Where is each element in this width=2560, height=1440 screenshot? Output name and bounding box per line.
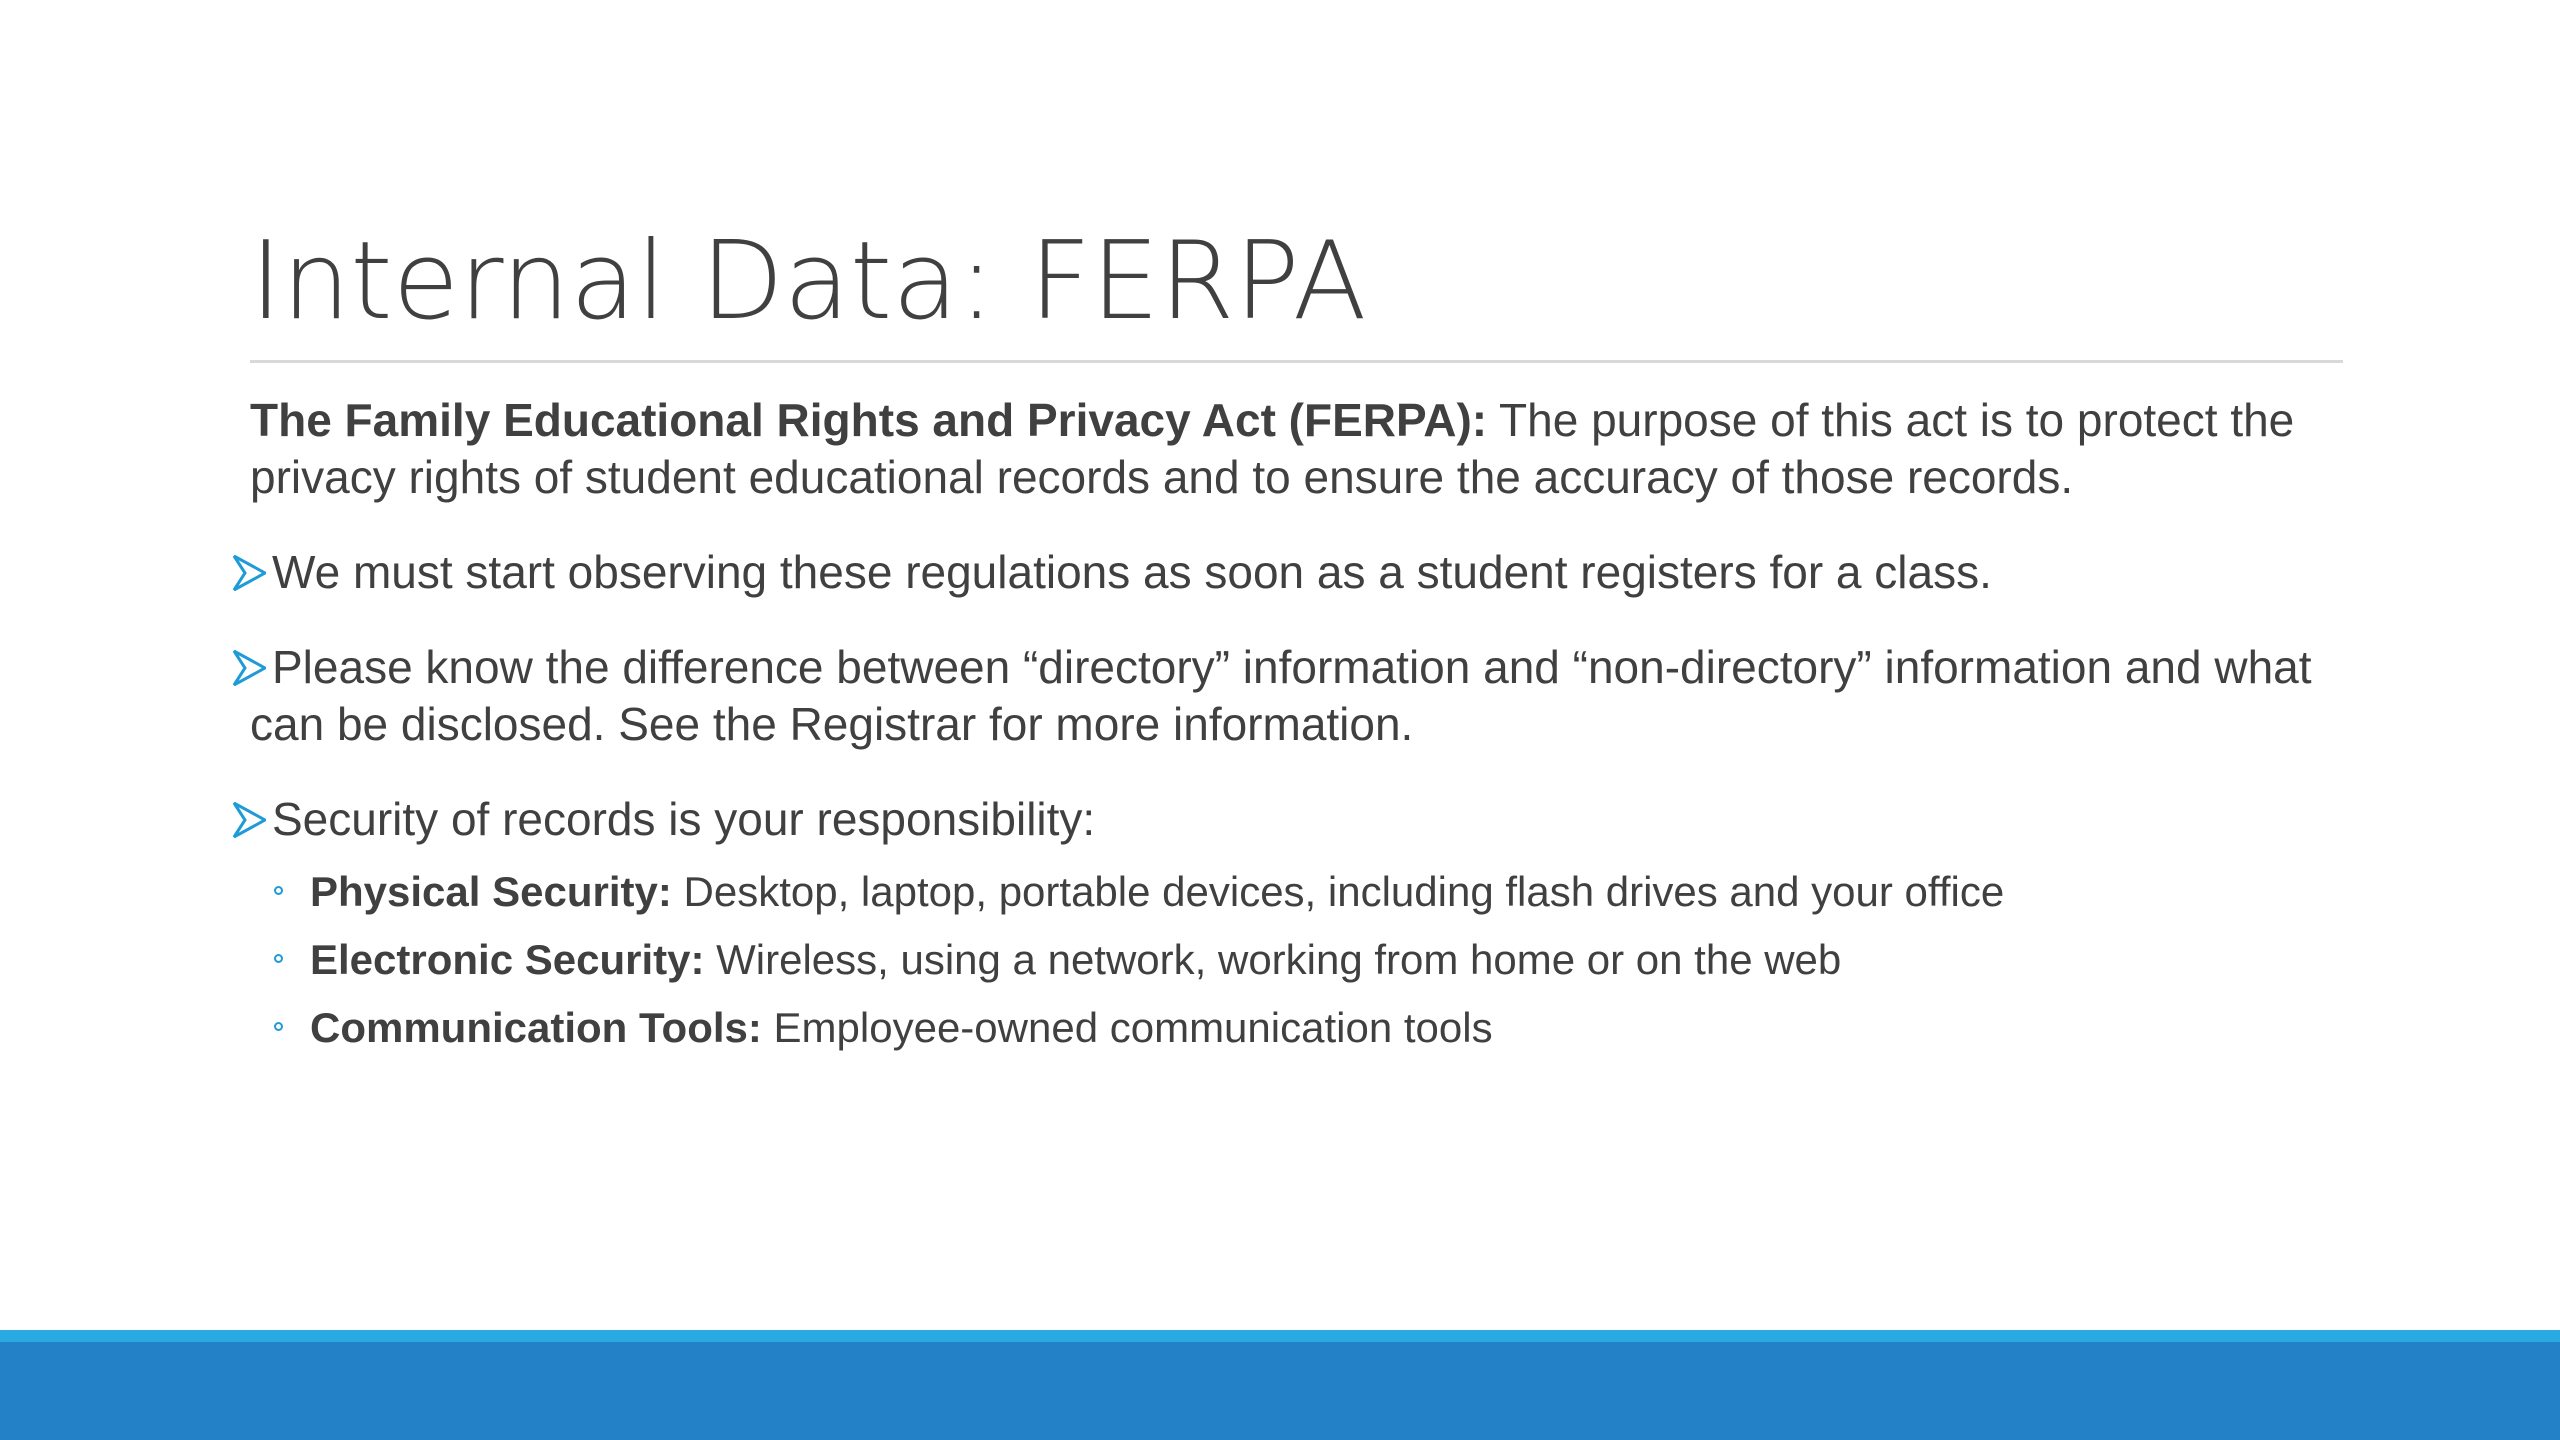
sub-item-text: Wireless, using a network, working from home or on the web: [704, 936, 1842, 983]
footer-bar: [0, 1342, 2560, 1440]
bullet-item: [250, 791, 2360, 848]
sub-item-label: Electronic Security:: [310, 936, 705, 983]
circle-bullet-icon: [274, 886, 283, 895]
sub-item-label: Physical Security:: [310, 868, 672, 915]
footer-accent-line: [0, 1330, 2560, 1342]
bullet-text: We must start observing these regulations as soon as a student registers for a class.: [272, 546, 1992, 598]
sub-list-item: [250, 858, 2360, 926]
bullet-text: Please know the difference between “directory” information and “non-directory” information and what can be disclosed. See the Registrar for more information.: [250, 641, 2312, 750]
circle-bullet-icon: [274, 954, 283, 963]
security-sub-list: [250, 858, 2360, 1062]
arrow-bullet-icon: [232, 555, 266, 591]
circle-bullet-icon: [274, 1022, 283, 1031]
slide-body: [250, 392, 2360, 1062]
intro-text: The purpose of this act is to protect the privacy rights of student educational records and to ensure the accuracy of those records.: [250, 394, 2295, 503]
sub-list-item: [250, 994, 2360, 1062]
sub-item-text: Employee-owned communication tools: [761, 1004, 1493, 1051]
sub-item-label: Communication Tools:: [310, 1004, 762, 1051]
intro-paragraph: [250, 392, 2360, 506]
bullet-text: Security of records is your responsibility:: [272, 793, 1096, 845]
arrow-bullet-icon: [232, 650, 266, 686]
sub-item-text: Desktop, laptop, portable devices, including flash drives and your office: [671, 868, 2005, 915]
arrow-bullet-icon: [232, 802, 266, 838]
slide-title: Internal Data: FERPA: [250, 219, 1367, 344]
title-divider: [250, 360, 2343, 363]
bullet-item: [250, 639, 2360, 753]
intro-term: The Family Educational Rights and Privacy Act (FERPA):: [250, 394, 1488, 446]
sub-list-item: [250, 926, 2360, 994]
bullet-item: [250, 544, 2360, 601]
